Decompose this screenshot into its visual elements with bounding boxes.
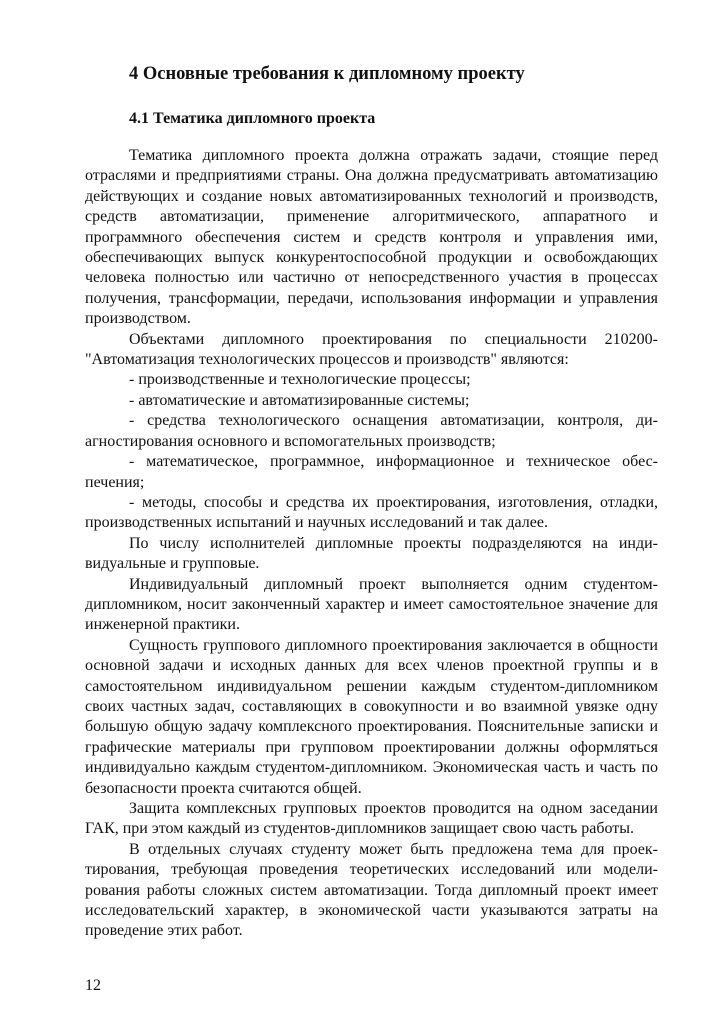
list-item: - математическое, программное, информационное и техническое обеспечения; [85, 453, 658, 491]
paragraph-performers: По числу исполнителей дипломные проекты подразделяются на индивидуальные и групповые. [85, 534, 658, 573]
body-text [85, 146, 658, 942]
page-number: 12 [85, 977, 101, 994]
paragraph-group-project: Сущность группового дипломного проектирования заключается в общности основной задачи и исходных данных для всех членов проектной группы и в самостоятельном индивидуальном решении каждым студентом-дипломником своих частных задач, составляющих в совокупности и во взаимной увязке одну большую общую задачу комплексного проектирования. Пояснительные записки и графические материалы при групповом проектировании должны оформляться индивидуально каждым студентом-дипломником. Экономическая часть и часть по безопасности проекта считаются общей. [85, 636, 658, 797]
paragraph-topics: Тематика дипломного проекта должна отражать задачи, стоящие перед отраслями и предприятиями страны. Она должна предусматривать автоматизацию действующих и создание новых автоматизированных технологий и производств, средств автоматизации, применение алгоритмического, аппаратного и программного обеспечения систем и средств контроля и управления ими, обеспечивающих выпуск конкурентоспособной продукции и освобождающих человека полностью или частично от непосредственного участия в процессах получения, трансформации, передачи, использования информации и управления производством. [85, 147, 658, 328]
paragraph-individual-project: Индивидуальный дипломный проект выполняется одним студентом-дипломником, носит законченный характер и имеет самостоятельное значение для инженерной практики. [85, 575, 658, 634]
list-item: - средства технологического оснащения автоматизации, контроля, диагностирования основного и вспомогательных производств; [85, 412, 658, 450]
list-item: - автоматические и автоматизированные системы; [129, 391, 470, 409]
list-item: - методы, способы и средства их проектирования, изготовления, отладки, производственных испытаний и научных исследований и так далее. [85, 493, 658, 532]
paragraph-research: В отдельных случаях студенту может быть предложена тема для проектирования, требующая проведения теоретических исследований или моделирования работы сложных систем автоматизации. Тогда дипломный проект имеет исследовательский характер, в экономической части указываются затраты на проведение этих работ. [85, 840, 658, 940]
list-item: - производственные и технологические процессы; [129, 371, 471, 389]
paragraph-defense: Защита комплексных групповых проектов проводится на одном заседании ГАК, при этом каждый из студентов-дипломников защищает свою часть работы. [85, 800, 658, 838]
document-page [85, 62, 658, 942]
section-title: 4.1 Тематика дипломного проекта [129, 110, 376, 127]
chapter-title: 4 Основные требования к дипломному проекту [129, 64, 525, 84]
paragraph-objects: Объектами дипломного проектирования по специальности 210200- "Автоматизация технологических процессов и производств" являются: [85, 330, 658, 369]
